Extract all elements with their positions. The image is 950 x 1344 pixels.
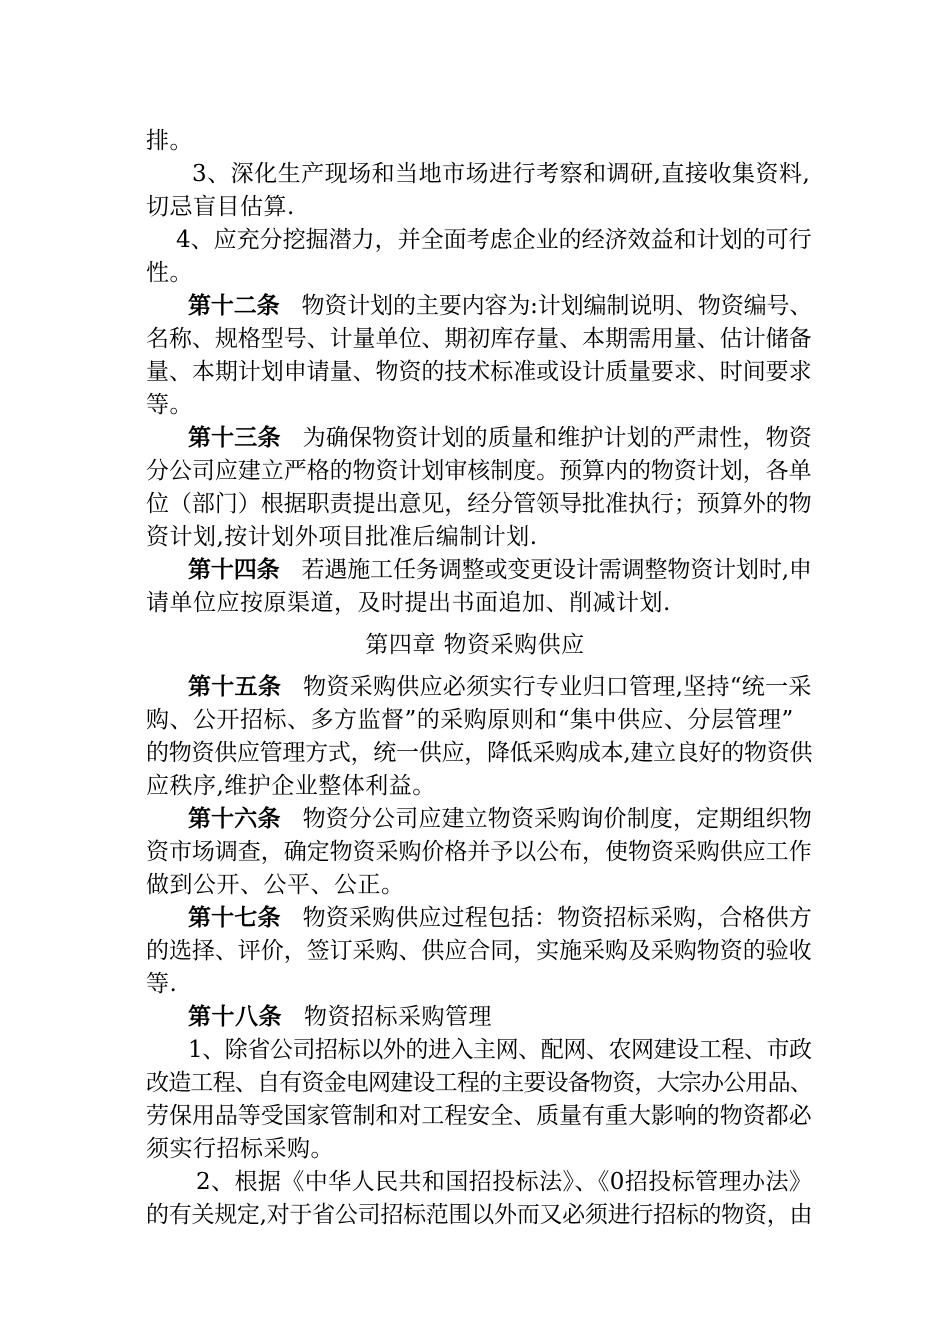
article-17-line bbox=[188, 903, 812, 933]
text-line: 排。 bbox=[146, 128, 193, 154]
text-line: 请单位应按原渠道，及时提出书面追加、削减计划. bbox=[146, 590, 671, 616]
text-line: 物资招标采购管理 bbox=[304, 1004, 492, 1030]
text-line: 4、应充分挖掘潜力，并全面考虑企业的经济效益和计划的可行 bbox=[176, 227, 812, 253]
article-17-label: 第十七条 bbox=[188, 905, 281, 931]
article-15-label: 第十五条 bbox=[188, 674, 282, 700]
text-line: 物资计划的主要内容为:计划编制说明、物资编号、 bbox=[301, 293, 813, 319]
text-line: 物资分公司应建立物资采购询价制度，定期组织物 bbox=[302, 806, 812, 832]
text-line: 2、根据《中华人民共和国招投标法》、《0招投标管理办法》 bbox=[196, 1169, 813, 1195]
text-line: 的选择、评价，签订采购、供应合同，实施采购及采购物资的验收 bbox=[146, 938, 812, 964]
text-line: 位（部门）根据职责提出意见，经分管领导批准执行；预算外的物 bbox=[146, 491, 812, 517]
text-line: 物资采购供应必须实行专业归口管理,坚持“统一采 bbox=[303, 674, 812, 700]
text-line: 的物资供应管理方式，统一供应，降低采购成本,建立良好的物资供 bbox=[146, 740, 813, 766]
article-12-line bbox=[188, 291, 812, 321]
article-13-label: 第十三条 bbox=[188, 425, 281, 451]
article-16-line bbox=[188, 804, 812, 834]
text-line: 等。 bbox=[146, 392, 193, 418]
text-line: 切忌盲目估算. bbox=[146, 194, 295, 220]
article-12-label: 第十二条 bbox=[188, 293, 280, 319]
article-14-line bbox=[188, 555, 812, 585]
article-16-label: 第十六条 bbox=[188, 806, 281, 832]
text-line: 名称、规格型号、计量单位、期初库存量、本期需用量、估计储备 bbox=[146, 326, 812, 352]
text-line: 劳保用品等受国家管制和对工程安全、质量有重大影响的物资都必 bbox=[146, 1103, 812, 1129]
text-line: 资市场调查，确定物资采购价格并予以公布，使物资采购供应工作 bbox=[146, 839, 812, 865]
text-line: 性。 bbox=[146, 260, 193, 286]
text-line: 购、公开招标、多方监督”的采购原则和“集中供应、分层管理” bbox=[146, 707, 794, 733]
article-13-line bbox=[188, 423, 812, 453]
text-line: 改造工程、自有资金电网建设工程的主要设备物资，大宗办公用品、 bbox=[146, 1070, 813, 1096]
article-15-line bbox=[188, 672, 812, 702]
article-18-label: 第十八条 bbox=[188, 1004, 282, 1030]
text-line: 资计划,按计划外项目批准后编制计划. bbox=[146, 524, 538, 550]
text-line: 1、除省公司招标以外的进入主网、配网、农网建设工程、市政 bbox=[188, 1037, 812, 1063]
text-line: 等. bbox=[146, 971, 178, 997]
text-line: 3、深化生产现场和当地市场进行考察和调研,直接收集资料, bbox=[192, 161, 811, 187]
chapter-heading: 第四章 物资采购供应 bbox=[365, 632, 585, 658]
text-line: 物资采购供应过程包括：物资招标采购，合格供方 bbox=[302, 905, 812, 931]
text-line: 的有关规定,对于省公司招标范围以外而又必须进行招标的物资，由 bbox=[146, 1202, 813, 1228]
text-line: 做到公开、公平、公正。 bbox=[146, 872, 405, 898]
text-line: 若遇施工任务调整或变更设计需调整物资计划时,申 bbox=[301, 557, 812, 583]
article-18-line bbox=[188, 1002, 492, 1032]
article-14-label: 第十四条 bbox=[188, 557, 280, 583]
text-line: 须实行招标采购。 bbox=[146, 1136, 334, 1162]
text-line: 为确保物资计划的质量和维护计划的严肃性，物资 bbox=[302, 425, 812, 451]
text-line: 量、本期计划申请量、物资的技术标准或设计质量要求、时间要求 bbox=[146, 359, 812, 385]
text-line: 应秩序,维护企业整体利益。 bbox=[146, 773, 436, 799]
text-line: 分公司应建立严格的物资计划审核制度。预算内的物资计划，各单 bbox=[146, 458, 812, 484]
